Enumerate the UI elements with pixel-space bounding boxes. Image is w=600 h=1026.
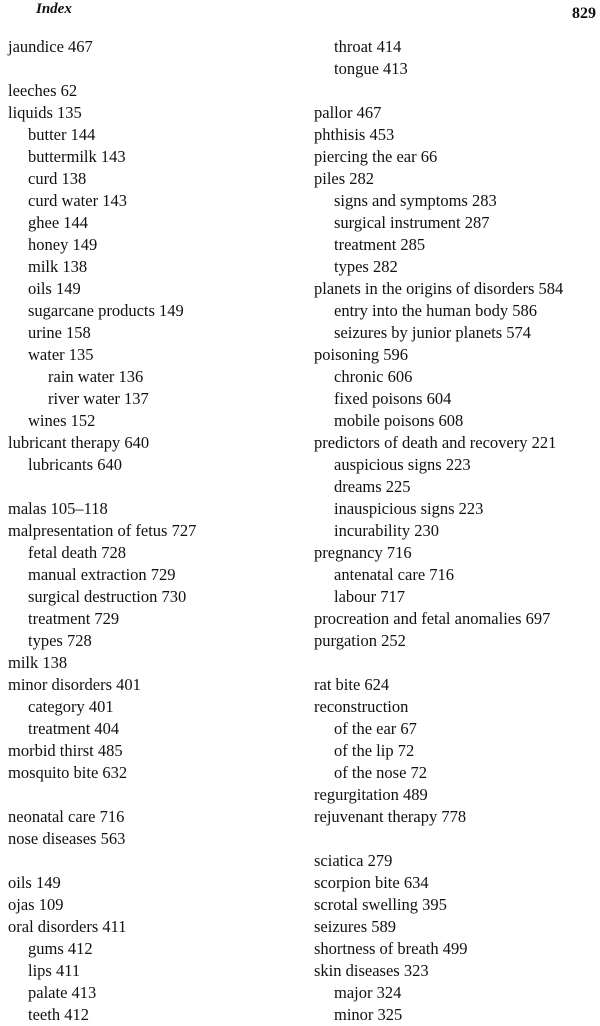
index-entry: rejuvenant therapy 778: [314, 807, 467, 826]
index-subentry: chronic 606: [334, 367, 413, 386]
entry-spacer: [8, 476, 300, 498]
index-entry: piles 282: [314, 169, 375, 188]
page-number: 829: [572, 5, 596, 22]
index-subentry: gums 412: [28, 939, 93, 958]
index-entry: oils 149: [8, 873, 61, 892]
entry-spacer: [8, 850, 300, 872]
index-entry: morbid thirst 485: [8, 741, 123, 760]
index-column-right: [314, 36, 600, 1026]
index-subentry: types 728: [28, 631, 92, 650]
index-entry: mosquito bite 632: [8, 763, 128, 782]
index-subentry: curd water 143: [28, 191, 127, 210]
index-entry: leeches 62: [8, 81, 78, 100]
index-entry: jaundice 467: [8, 37, 93, 56]
index-entry: seizures 589: [314, 917, 397, 936]
index-column-left: [8, 36, 300, 1026]
index-entry: lubricant therapy 640: [8, 433, 150, 452]
index-entry: oral disorders 411: [8, 917, 127, 936]
index-subentry: butter 144: [28, 125, 96, 144]
index-subentry: incurability 230: [334, 521, 439, 540]
index-entry: neonatal care 716: [8, 807, 125, 826]
index-subentry: surgical instrument 287: [334, 213, 490, 232]
index-entry: liquids 135: [8, 103, 82, 122]
index-subentry: antenatal care 716: [334, 565, 455, 584]
running-head: Index: [36, 1, 72, 17]
index-entry: pregnancy 716: [314, 543, 412, 562]
index-entry: sciatica 279: [314, 851, 393, 870]
index-entry: malpresentation of fetus 727: [8, 521, 197, 540]
index-entry: shortness of breath 499: [314, 939, 468, 958]
index-subentry: milk 138: [28, 257, 88, 276]
index-subentry: sugarcane products 149: [28, 301, 184, 320]
index-subentry: palate 413: [28, 983, 97, 1002]
index-subentry: auspicious signs 223: [334, 455, 471, 474]
index-subentry: category 401: [28, 697, 114, 716]
index-subentry: of the lip 72: [334, 741, 415, 760]
index-subentry: ghee 144: [28, 213, 89, 232]
index-subentry: surgical destruction 730: [28, 587, 187, 606]
index-entry: regurgitation 489: [314, 785, 428, 804]
index-entry: pallor 467: [314, 103, 382, 122]
index-entry: rat bite 624: [314, 675, 390, 694]
index-subentry: water 135: [28, 345, 94, 364]
index-subentry: river water 137: [48, 389, 149, 408]
index-subentry: buttermilk 143: [28, 147, 126, 166]
index-subentry: entry into the human body 586: [334, 301, 538, 320]
index-entry: skin diseases 323: [314, 961, 429, 980]
index-entry: predictors of death and recovery 221: [314, 433, 557, 452]
index-entry: piercing the ear 66: [314, 147, 438, 166]
index-subentry: mobile poisons 608: [334, 411, 464, 430]
index-entry: milk 138: [8, 653, 68, 672]
index-subentry: fetal death 728: [28, 543, 127, 562]
index-entry: malas 105–118: [8, 499, 108, 518]
index-subentry: lubricants 640: [28, 455, 122, 474]
index-subentry: urine 158: [28, 323, 91, 342]
index-subentry: treatment 285: [334, 235, 426, 254]
index-subentry: minor 325: [334, 1005, 403, 1024]
index-subentry: lips 411: [28, 961, 81, 980]
index-subentry: oils 149: [28, 279, 81, 298]
index-entry: poisoning 596: [314, 345, 408, 364]
index-subentry: treatment 729: [28, 609, 120, 628]
index-entry: reconstruction: [314, 697, 409, 716]
index-entry: scrotal swelling 395: [314, 895, 447, 914]
index-subentry: wines 152: [28, 411, 96, 430]
entry-spacer: [8, 784, 300, 806]
index-subentry: seizures by junior planets 574: [334, 323, 532, 342]
index-subentry: teeth 412: [28, 1005, 89, 1024]
index-entry: scorpion bite 634: [314, 873, 429, 892]
index-subentry: of the ear 67: [334, 719, 417, 738]
index-entry: ojas 109: [8, 895, 64, 914]
index-subentry: major 324: [334, 983, 402, 1002]
entry-spacer: [314, 828, 600, 850]
index-subentry: dreams 225: [334, 477, 411, 496]
index-entry: purgation 252: [314, 631, 406, 650]
index-entry: procreation and fetal anomalies 697: [314, 609, 551, 628]
index-subentry: honey 149: [28, 235, 98, 254]
index-subentry: throat 414: [334, 37, 402, 56]
index-subentry: inauspicious signs 223: [334, 499, 484, 518]
index-entry: planets in the origins of disorders 584: [314, 279, 564, 298]
index-entry: nose diseases 563: [8, 829, 126, 848]
index-subentry: treatment 404: [28, 719, 120, 738]
index-entry: phthisis 453: [314, 125, 395, 144]
index-subentry: types 282: [334, 257, 398, 276]
index-subentry: manual extraction 729: [28, 565, 176, 584]
entry-spacer: [314, 80, 600, 102]
index-subentry: rain water 136: [48, 367, 144, 386]
index-subentry: signs and symptoms 283: [334, 191, 497, 210]
index-subentry: tongue 413: [334, 59, 408, 78]
index-subentry: of the nose 72: [334, 763, 428, 782]
index-entry: minor disorders 401: [8, 675, 141, 694]
index-subentry: curd 138: [28, 169, 87, 188]
index-subentry: fixed poisons 604: [334, 389, 452, 408]
entry-spacer: [314, 652, 600, 674]
index-subentry: labour 717: [334, 587, 406, 606]
entry-spacer: [8, 58, 300, 80]
